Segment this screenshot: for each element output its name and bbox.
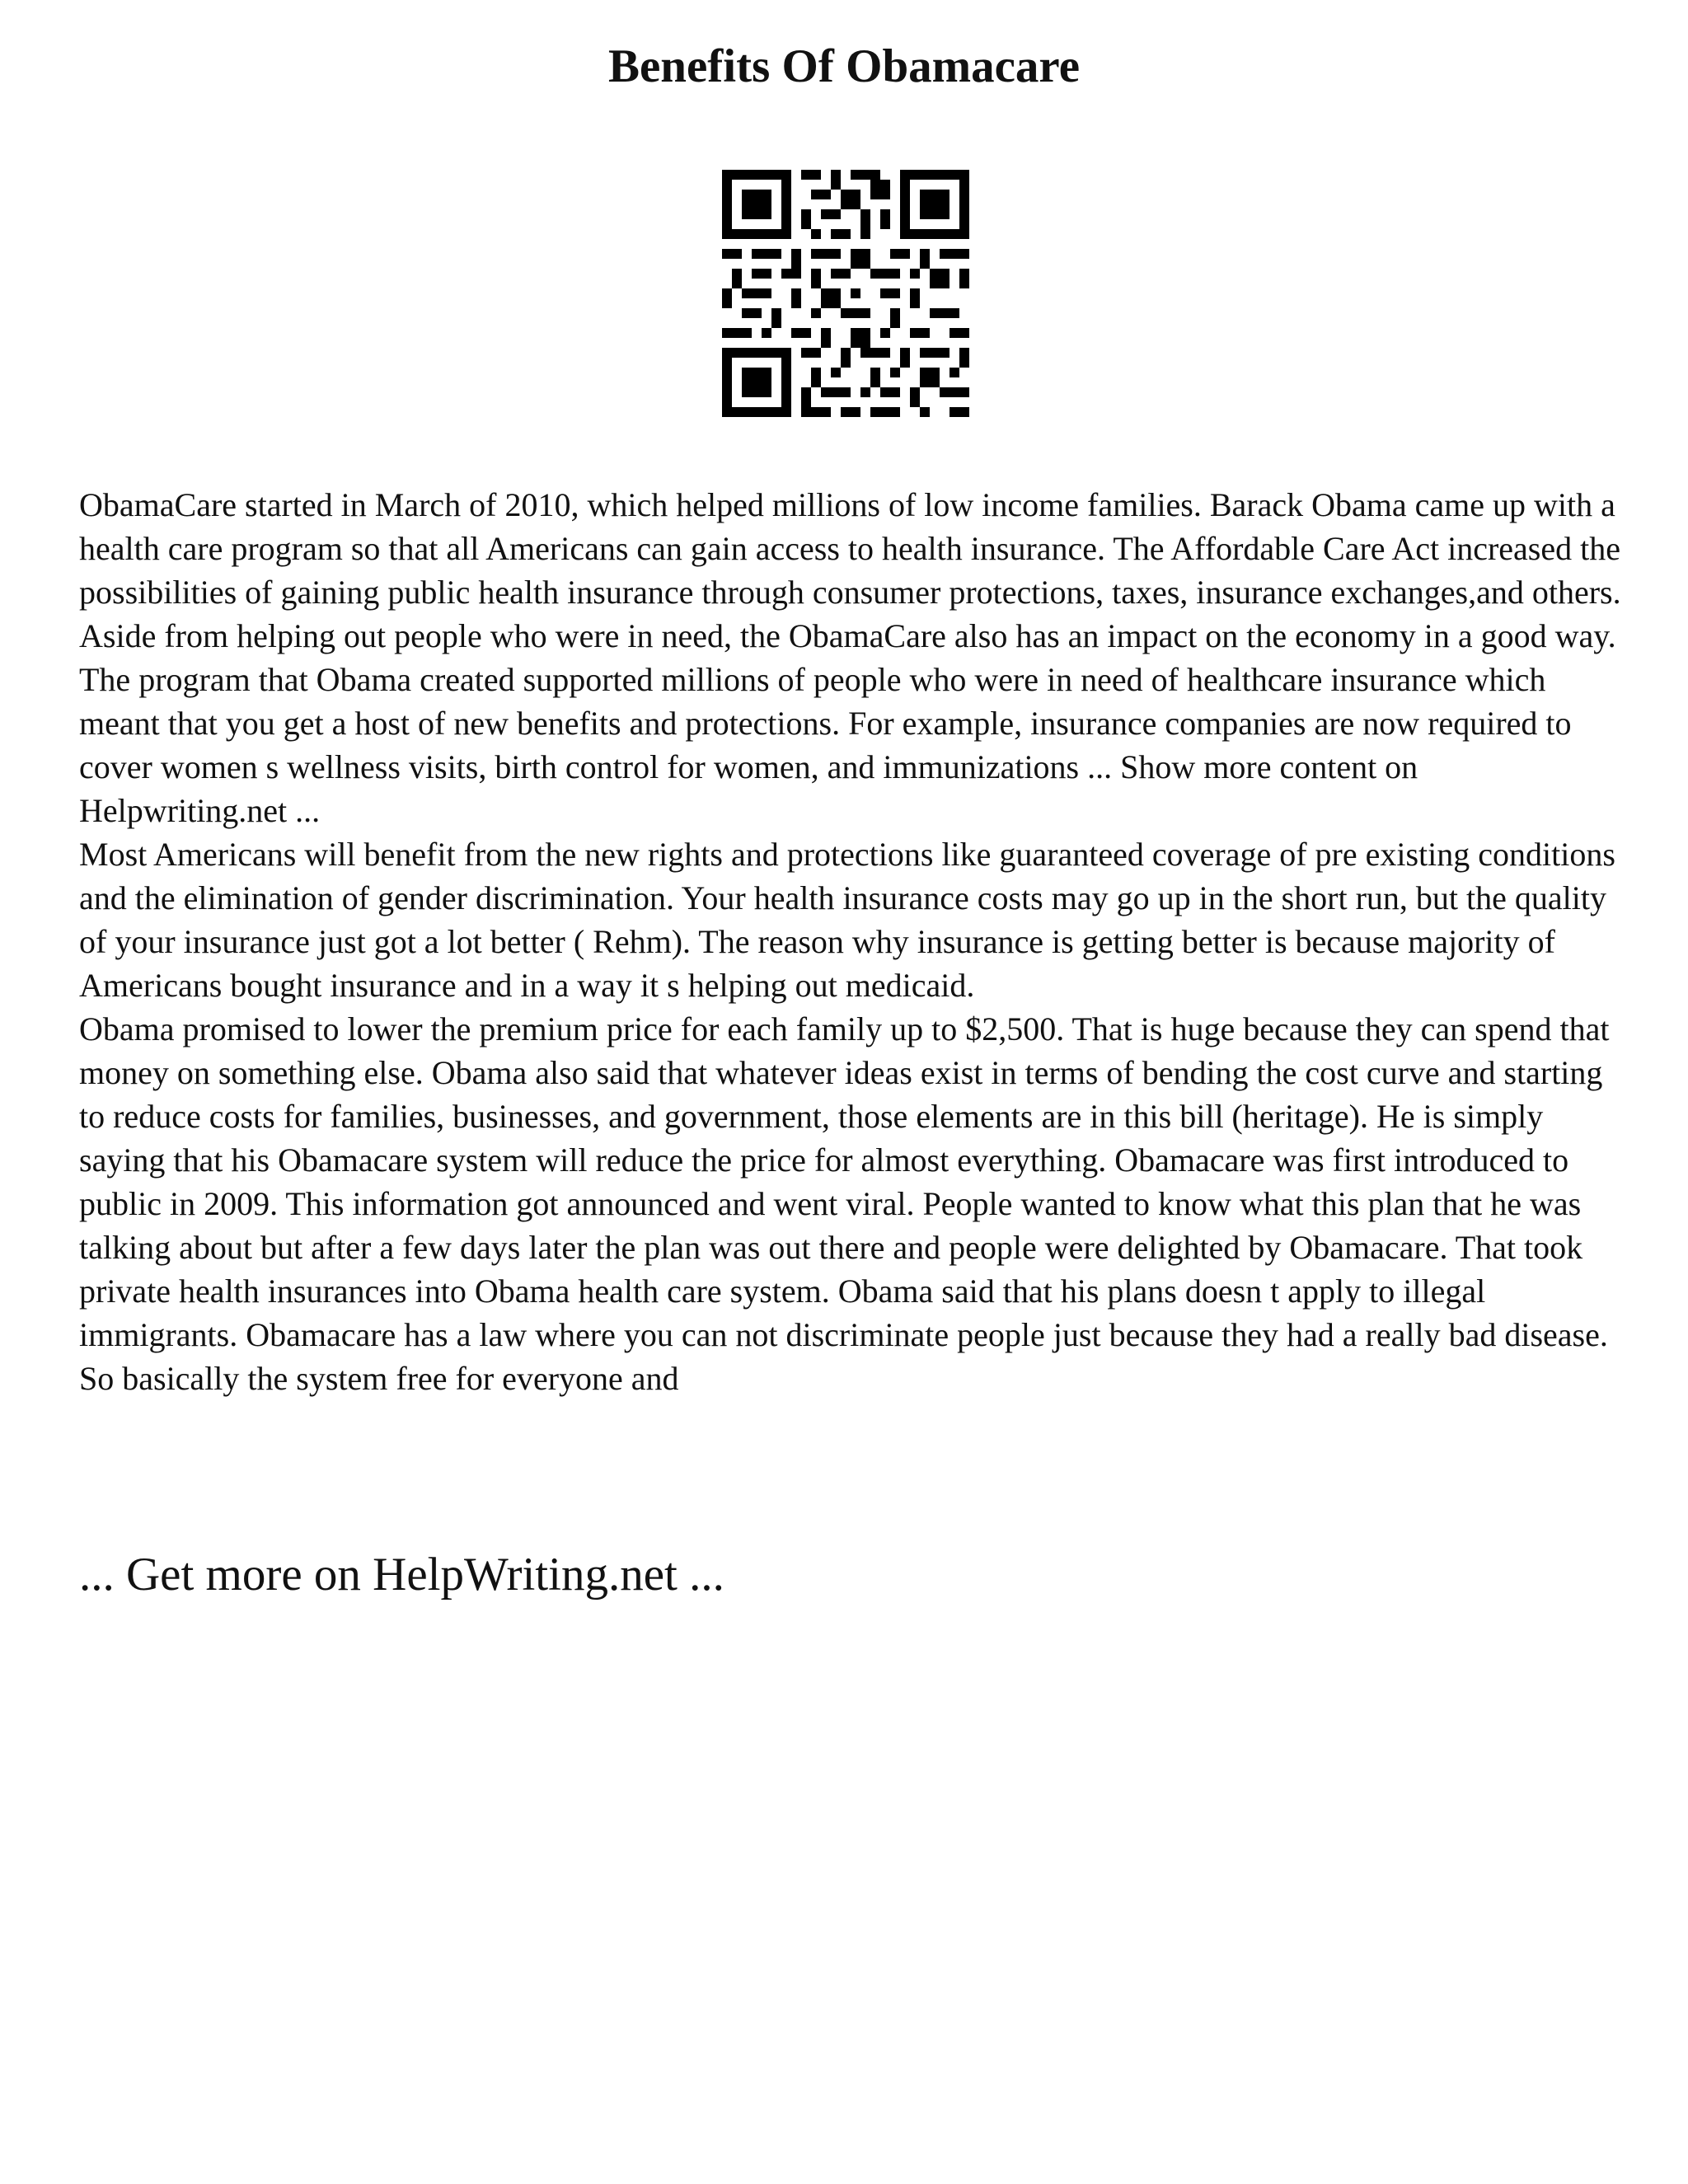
paragraph: Most Americans will benefit from the new rights and protections like guaranteed coverage of pre existing conditions and the elimination of gender discrimination. Your health insurance costs may go up in the short run, but the quality of your insurance just got a lot better ( Rehm). The reason why insurance is getting better is because majority of Americans bought insurance and in a way it s helping out medicaid.	[79, 836, 1615, 1004]
get-more-link[interactable]: ... Get more on HelpWriting.net ...	[79, 1549, 724, 1601]
page-title: Benefits Of Obamacare	[607, 40, 1080, 92]
qr-code-icon[interactable]	[722, 170, 969, 417]
article-body	[79, 483, 1629, 1400]
paragraph: Obama promised to lower the premium price for each family up to $2,500. That is huge because they can spend that money on something else. Obama also said that whatever ideas exist in terms of bending the cost curve and starting to reduce costs for families, businesses, and government, those elements are in this bill (heritage). He is simply saying that his Obamacare system will reduce the price for almost everything. Obamacare was first introduced to public in 2009. This information got announced and went viral. People wanted to know what this plan that he was talking about but after a few days later the plan was out there and people were delighted by Obamacare. That took private health insurances into Obama health care system. Obama said that his plans doesn t apply to illegal immigrants. Obamacare has a law where you can not discriminate people just because they had a really bad disease. So basically the system free for everyone and	[79, 1010, 1610, 1397]
paragraph: ObamaCare started in March of 2010, which helped millions of low income families. Barack Obama came up with a health care program so that all Americans can gain access to health insurance. The Affordable Care Act increased the possibilities of gaining public health insurance through consumer protections, taxes, insurance exchanges,and others. Aside from helping out people who were in need, the ObamaCare also has an impact on the economy in a good way. The program that Obama created supported millions of people who were in need of healthcare insurance which meant that you get a host of new benefits and protections. For example, insurance companies are now required to cover women s wellness visits, birth control for women, and immunizations ... Show more content on Helpwriting.net ...	[79, 486, 1621, 829]
